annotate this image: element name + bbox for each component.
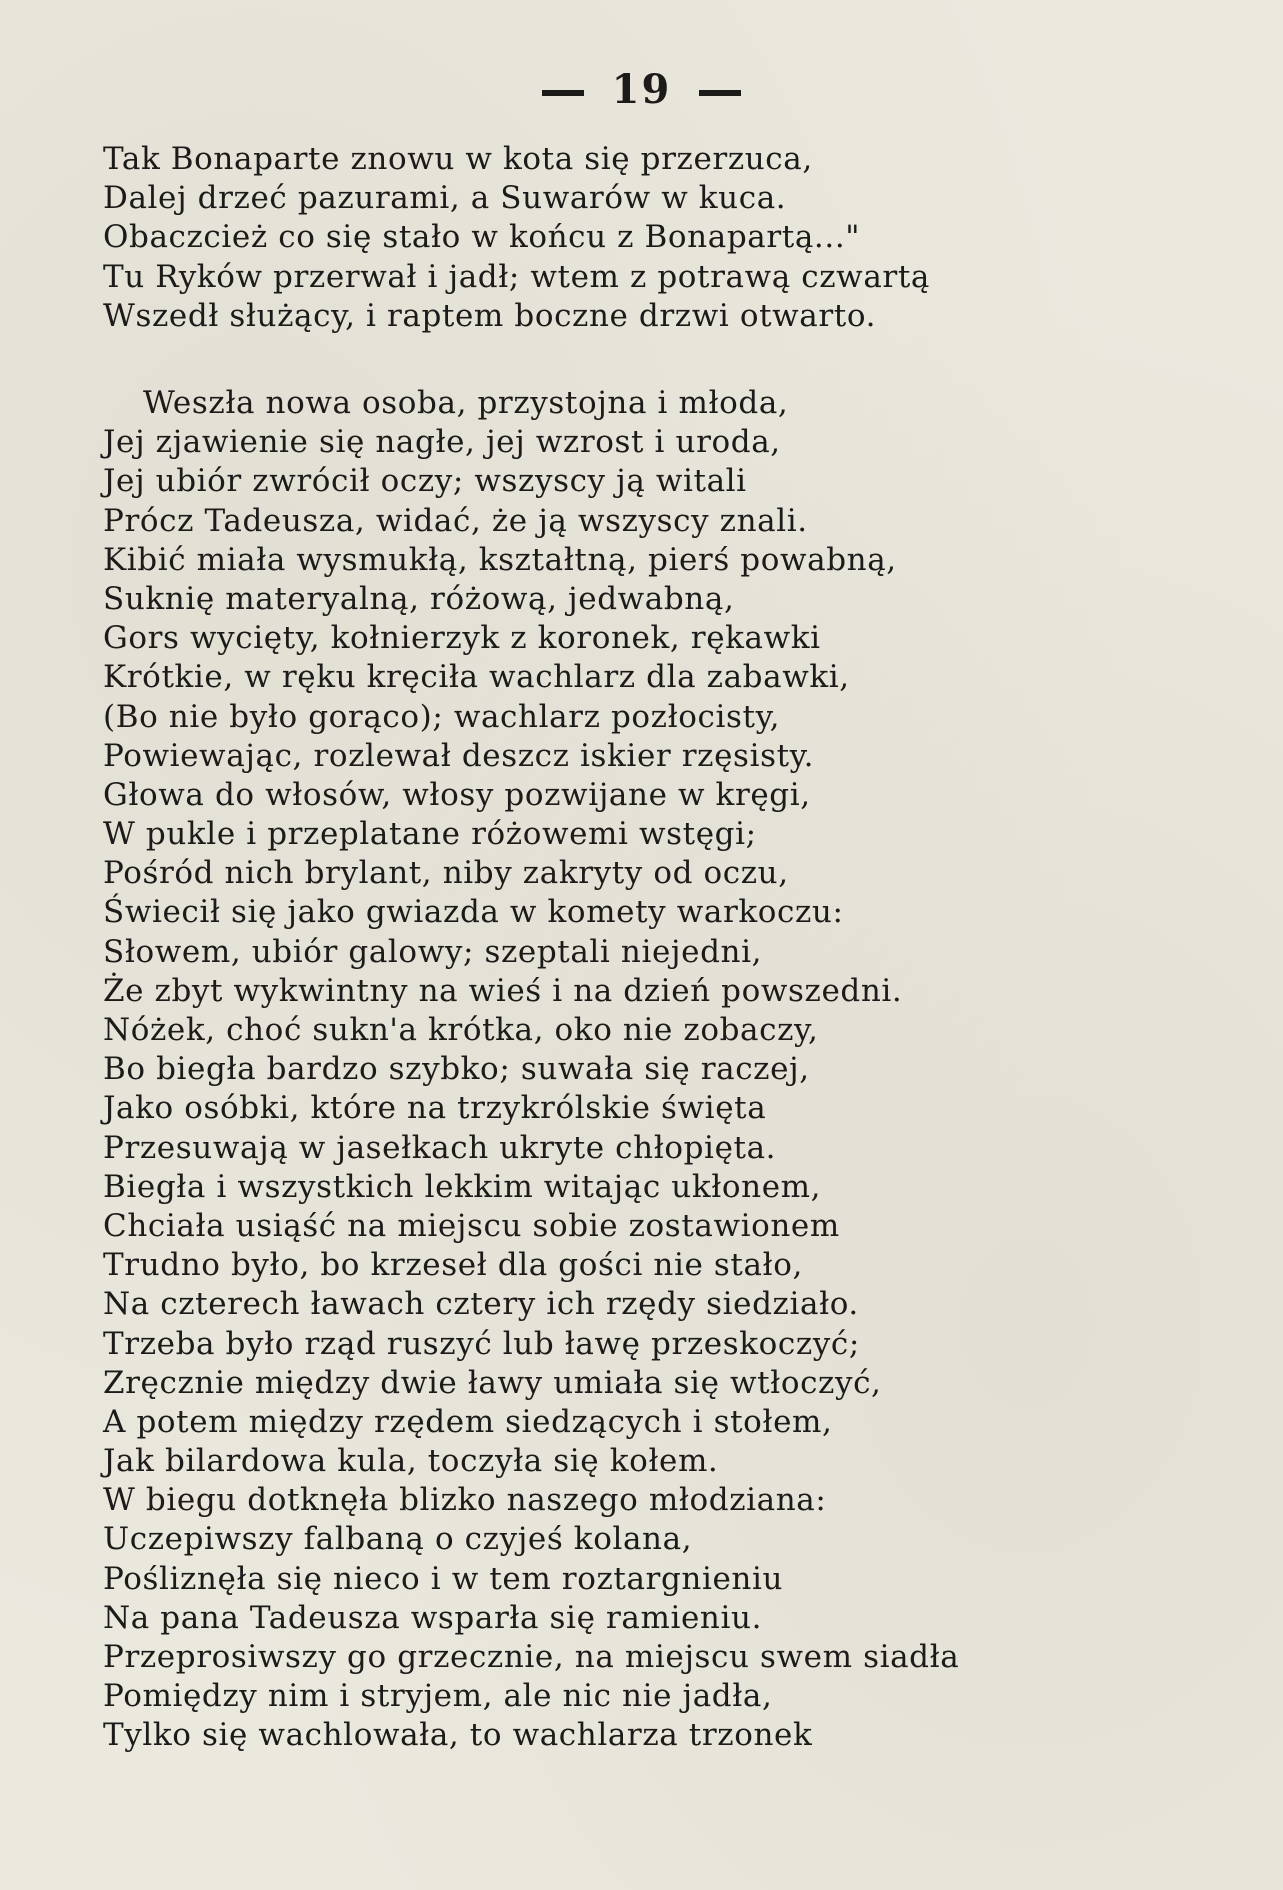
verse-line: Pośliznęła się nieco i w tem roztargnieniu bbox=[103, 1560, 784, 1597]
verse-line: Prócz Tadeusza, widać, że ją wszyscy znali. bbox=[103, 502, 808, 539]
verse-line: Tak Bonaparte znowu w kota się przerzuca, bbox=[103, 141, 813, 177]
verse-line: Głowa do włosów, włosy pozwijane w kręgi, bbox=[103, 776, 811, 813]
verse-line: Jak bilardowa kula, toczyła się kołem. bbox=[103, 1443, 719, 1480]
verse-line: Wszedł służący, i raptem boczne drzwi otwarto. bbox=[103, 297, 877, 334]
verse-line: Jej zjawienie się nagłe, jej wzrost i uroda, bbox=[103, 424, 781, 461]
verse-line: Kibić miała wysmukłą, kształtną, pierś powabną, bbox=[103, 541, 897, 578]
verse-line: Nóżek, choć sukn'a krótka, oko nie zobaczy, bbox=[103, 1012, 819, 1048]
verse-line: Świecił się jako gwiazda w komety warkoczu: bbox=[103, 894, 844, 931]
verse-line: A potem między rzędem siedzących i stołem, bbox=[103, 1403, 833, 1440]
verse-line: Tylko się wachlowała, to wachlarza trzonek bbox=[103, 1717, 813, 1754]
verse-line: Biegła i wszystkich lekkim witając ukłonem, bbox=[103, 1168, 822, 1205]
verse-line: Uczepiwszy falbaną o czyjeś kolana, bbox=[103, 1521, 693, 1558]
verse-line: Jej ubiór zwrócił oczy; wszyscy ją witali bbox=[103, 463, 747, 500]
verse-line: Krótkie, w ręku kręciła wachlarz dla zabawki, bbox=[103, 659, 850, 696]
verse-line: Pośród nich brylant, niby zakryty od oczu, bbox=[103, 855, 789, 892]
verse-line: Powiewając, rozlewał deszcz iskier rzęsisty. bbox=[103, 737, 815, 774]
verse-line: Przeprosiwszy go grzecznie, na miejscu swem siadła bbox=[103, 1639, 960, 1675]
verse-line: Chciała usiąść na miejscu sobie zostawionem bbox=[103, 1207, 840, 1244]
verse-line: Na czterech ławach cztery ich rzędy siedziało. bbox=[103, 1286, 859, 1323]
verse-line: W biegu dotknęła blizko naszego młodziana: bbox=[103, 1482, 827, 1519]
stanza-2 bbox=[103, 384, 1263, 1756]
verse-line: W pukle i przeplatane różowemi wstęgi; bbox=[103, 816, 757, 853]
verse-line: Weszła nowa osoba, przystojna i młoda, bbox=[143, 385, 789, 421]
verse-line: Zręcznie między dwie ławy umiała się wtłoczyć, bbox=[103, 1364, 882, 1401]
verse-line: Suknię materyalną, różową, jedwabną, bbox=[103, 580, 735, 617]
verse-line: (Bo nie było gorąco); wachlarz pozłocisty, bbox=[103, 698, 781, 735]
verse-line: Dalej drzeć pazurami, a Suwarów w kuca. bbox=[103, 180, 787, 217]
verse-line: Na pana Tadeusza wsparła się ramieniu. bbox=[103, 1599, 763, 1636]
verse-line: Słowem, ubiór galowy; szeptali niejedni, bbox=[103, 933, 763, 970]
verse-line: Pomiędzy nim i stryjem, ale nic nie jadła, bbox=[103, 1678, 773, 1715]
verse-line: Trzeba było rząd ruszyć lub ławę przeskoczyć; bbox=[103, 1325, 860, 1362]
verse-line: Jako osóbki, które na trzykrólskie święta bbox=[103, 1090, 767, 1127]
header-right-dash bbox=[699, 90, 741, 96]
verse-line: Przesuwają w jasełkach ukryte chłopięta. bbox=[103, 1129, 777, 1166]
verse-line: Że zbyt wykwintny na wieś i na dzień powszedni. bbox=[103, 972, 903, 1009]
header-left-dash bbox=[542, 90, 584, 96]
verse-line: Tu Ryków przerwał i jadł; wtem z potrawą czwartą bbox=[103, 258, 930, 295]
page-number: 19 bbox=[611, 66, 672, 113]
verse-line: Bo biegła bardzo szybko; suwała się raczej, bbox=[103, 1051, 810, 1088]
verse-line: Obaczcież co się stało w końcu z Bonapartą..." bbox=[103, 219, 861, 256]
page-header bbox=[0, 66, 1283, 113]
stanza-1 bbox=[103, 140, 1263, 336]
verse-line: Gors wycięty, kołnierzyk z koronek, rękawki bbox=[103, 620, 821, 657]
verse-line: Trudno było, bo krzeseł dla gości nie stało, bbox=[103, 1247, 803, 1284]
